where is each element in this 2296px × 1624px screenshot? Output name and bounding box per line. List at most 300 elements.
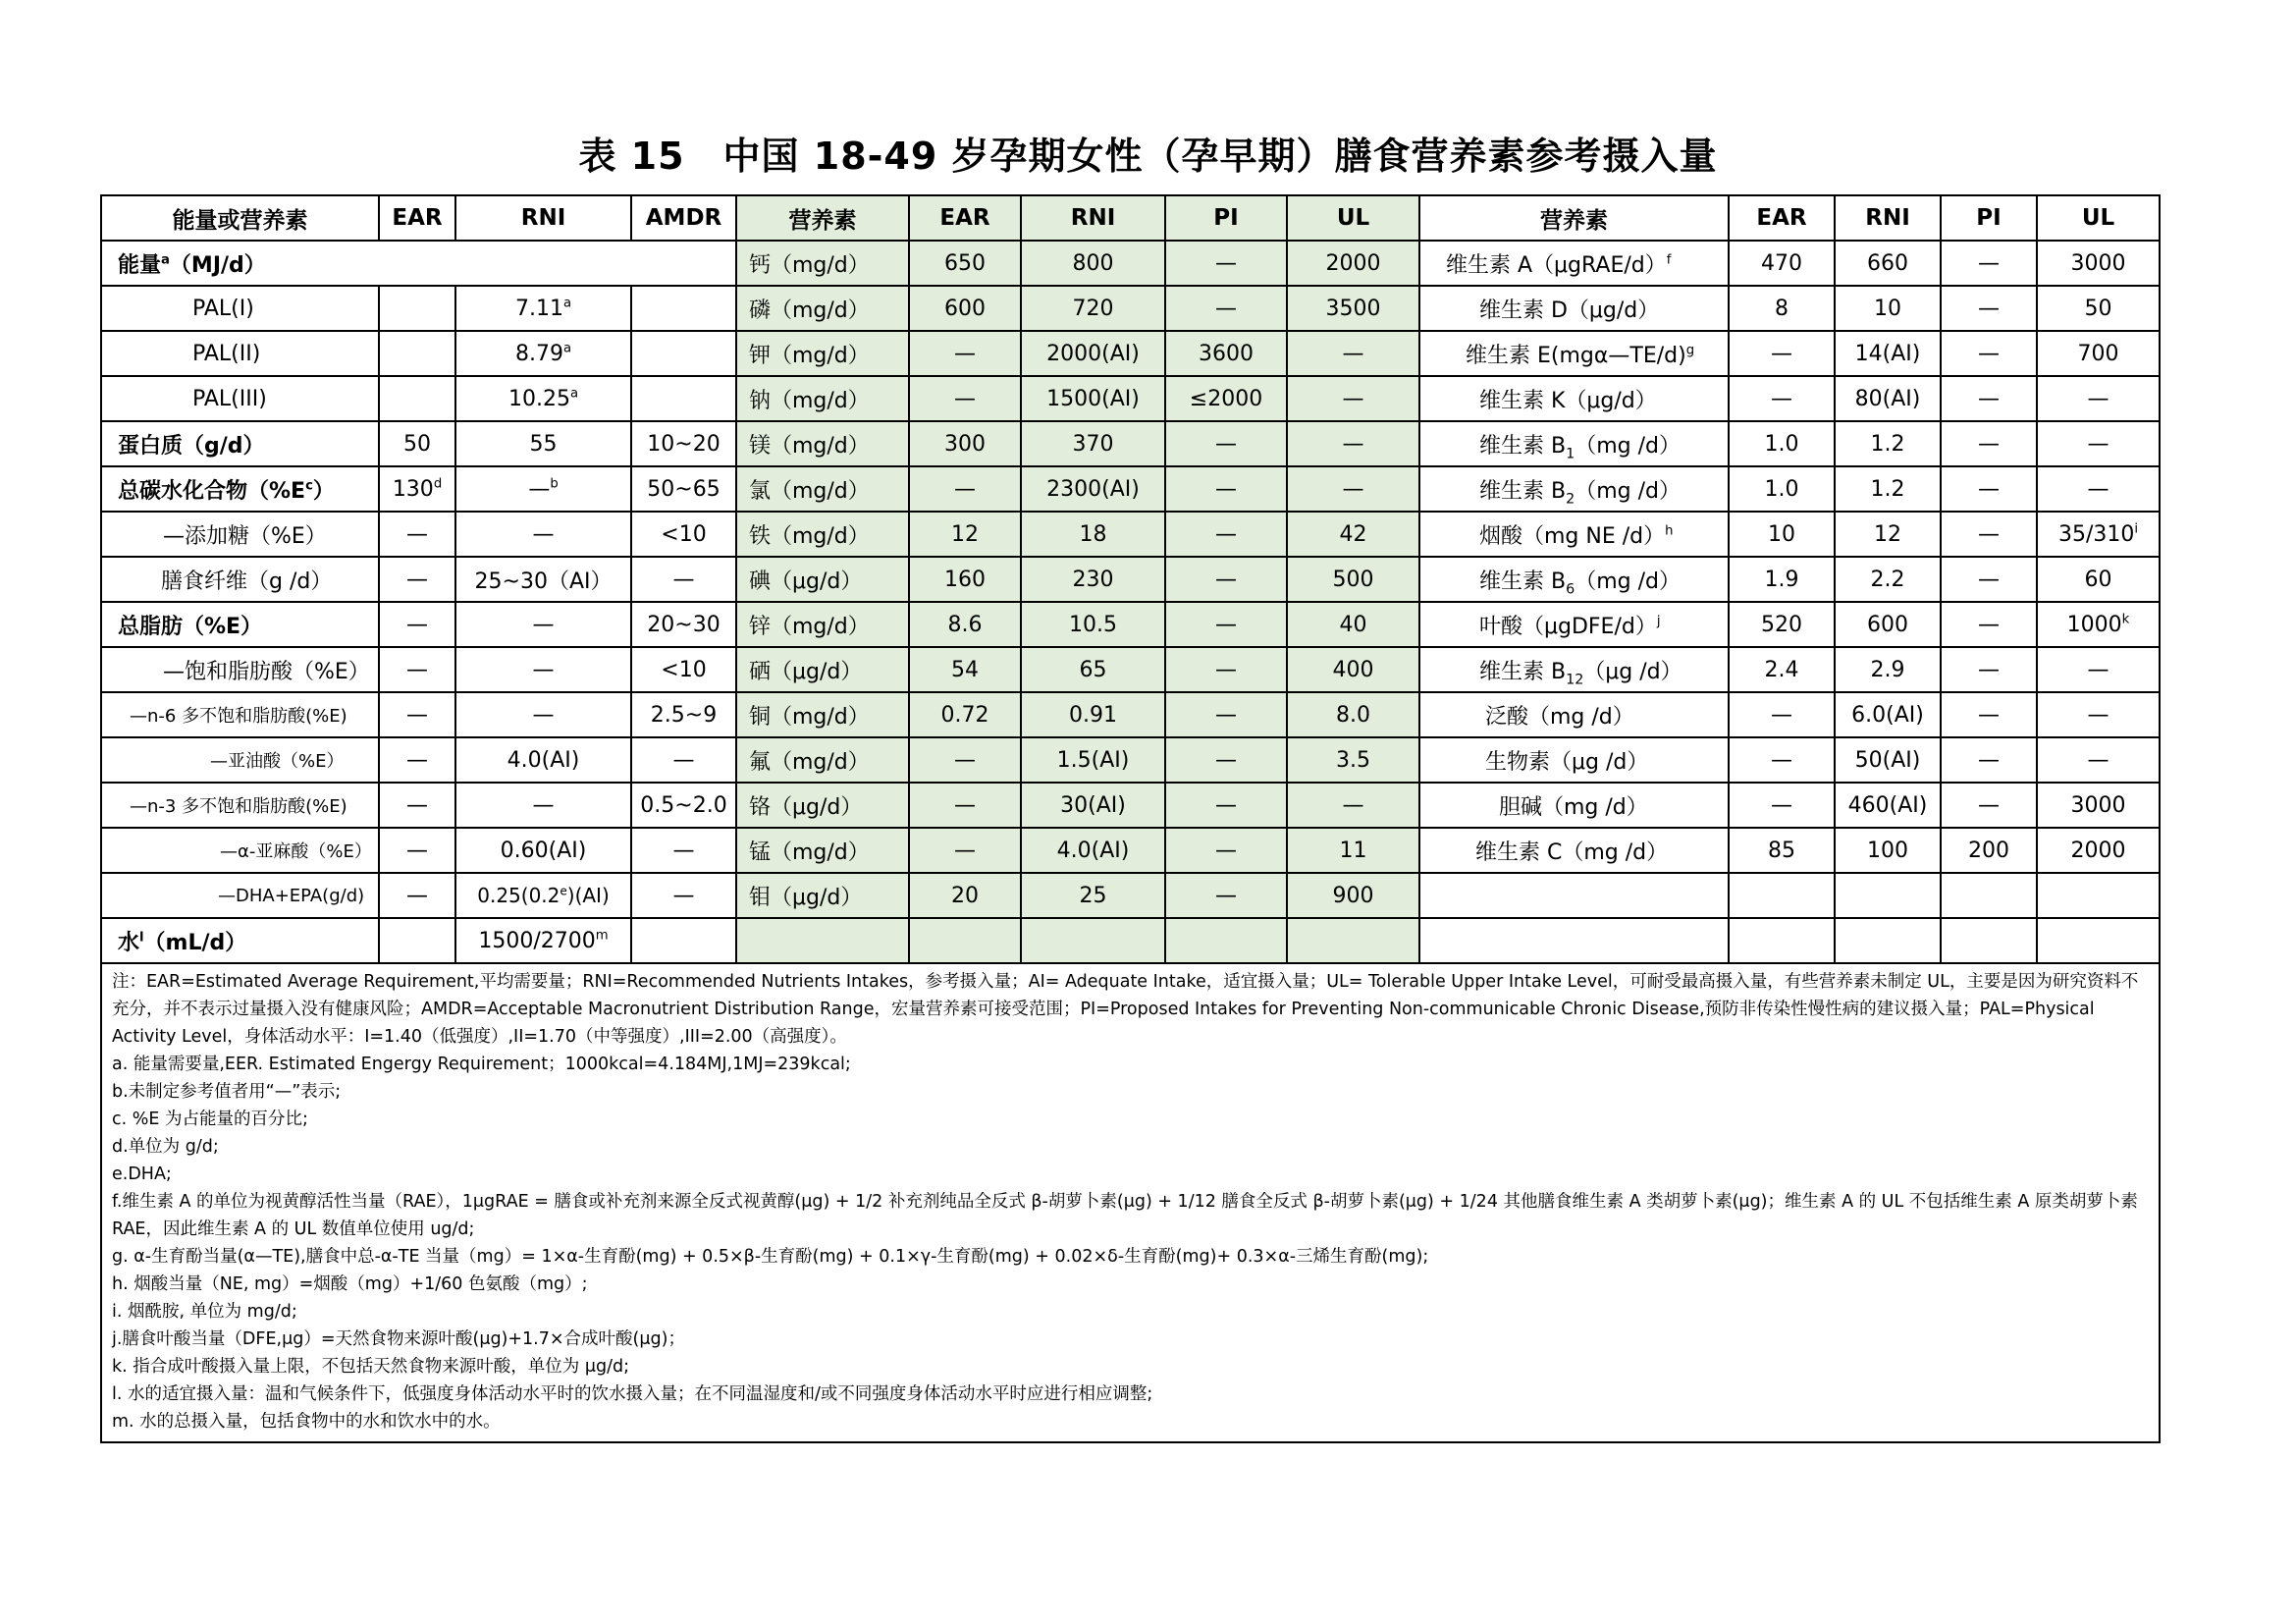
left-ear-cell <box>379 647 455 692</box>
vitamin-rni-cell <box>1835 421 1941 466</box>
value-text: 12 <box>1874 521 1901 547</box>
table-row <box>101 466 2160 512</box>
left-label <box>101 376 379 421</box>
left-label-text: 总碳水化合物（%E <box>118 478 306 504</box>
vitamin-rni-cell <box>1835 918 1941 963</box>
vitamin-rni-cell <box>1835 692 1941 737</box>
value-text: 10.25 <box>507 386 570 411</box>
vitamin-ear-cell <box>1729 692 1835 737</box>
vitamin-pi-cell <box>1941 918 2037 963</box>
mineral-rni-cell <box>1021 286 1165 331</box>
subscript: 6 <box>1566 580 1575 597</box>
mineral-label <box>736 828 909 873</box>
value-text: 2.9 <box>1870 657 1905 682</box>
value-text: — <box>1215 296 1237 321</box>
vitamin-rni-cell <box>1835 828 1941 873</box>
value-text: — <box>1978 386 2000 411</box>
left-label <box>101 602 379 647</box>
value-text: 3500 <box>1325 296 1381 321</box>
vitamin-rni-cell <box>1835 557 1941 602</box>
vitamin-ul-cell <box>2037 647 2160 692</box>
value-text: 1.2 <box>1870 476 1905 502</box>
left-rni-cell <box>455 512 631 557</box>
vitamin-rni-cell <box>1835 241 1941 286</box>
vitamin-label-text: 维生素 B <box>1479 433 1567 459</box>
vitamin-ul-cell <box>2037 331 2160 376</box>
table-row <box>101 241 2160 286</box>
mineral-ul-cell <box>1287 331 1419 376</box>
value-text: — <box>1771 386 1792 411</box>
vitamin-label <box>1419 286 1729 331</box>
mineral-rni-cell <box>1021 737 1165 783</box>
value-text: — <box>672 747 695 773</box>
vitamin-ul-cell <box>2037 241 2160 286</box>
left-ear-cell <box>379 512 455 557</box>
vitamin-pi-cell <box>1941 737 2037 783</box>
footnote-mark: a <box>569 386 579 402</box>
mineral-pi-cell <box>1165 647 1287 692</box>
value-text: 720 <box>1072 296 1114 321</box>
left-rni-cell <box>455 692 631 737</box>
table-row <box>101 376 2160 421</box>
left-amdr-cell <box>631 692 736 737</box>
mineral-label <box>736 873 909 918</box>
left-rni-cell <box>455 918 631 963</box>
header-cell: UL <box>2037 195 2160 241</box>
value-text: 40 <box>1339 612 1367 637</box>
vitamin-ear-cell <box>1729 241 1835 286</box>
mineral-pi-cell <box>1165 331 1287 376</box>
vitamin-label-text: 维生素 C（mg /d） <box>1475 839 1669 865</box>
left-label <box>101 512 379 557</box>
vitamin-ear-cell <box>1729 828 1835 873</box>
page-title: 表 15 中国 18-49 岁孕期女性（孕早期）膳食营养素参考摄入量 <box>578 135 1718 178</box>
left-rni-cell <box>455 466 631 512</box>
vitamin-label-text: 维生素 K（μg/d） <box>1479 388 1657 413</box>
vitamin-label-text: 维生素 B <box>1479 659 1567 684</box>
mineral-label-text: 钠（mg/d） <box>749 388 870 413</box>
value-text: ≤2000 <box>1189 386 1263 411</box>
note-line: b.未制定参考值者用“—”表示; <box>112 1082 342 1102</box>
value-text: — <box>1215 792 1237 818</box>
left-ear-cell <box>379 421 455 466</box>
mineral-label-text: 钼（μg/d） <box>749 885 863 910</box>
header-cell: EAR <box>1729 195 1835 241</box>
vitamin-label-text: 维生素 A（μgRAE/d） <box>1446 252 1667 278</box>
header-cell: PI <box>1941 195 2037 241</box>
value-text: 2.4 <box>1764 657 1799 682</box>
left-label-text: PAL(I) <box>192 296 254 321</box>
mineral-label-text: 磷（mg/d） <box>749 298 870 323</box>
vitamin-label-text: 烟酸（mg NE /d） <box>1479 523 1666 549</box>
header-cell: EAR <box>379 195 455 241</box>
table-row <box>101 421 2160 466</box>
value-text: — <box>1215 521 1237 547</box>
value-text: — <box>1771 341 1792 366</box>
value-text: 2000 <box>2070 838 2126 863</box>
left-label-text: 水 <box>118 930 140 955</box>
vitamin-ul-cell <box>2037 737 2160 783</box>
vitamin-label-unit: （mg /d） <box>1575 478 1681 504</box>
vitamin-ear-cell <box>1729 647 1835 692</box>
vitamin-rni-cell <box>1835 873 1941 918</box>
value-text: — <box>406 521 428 547</box>
vitamin-ul-cell <box>2037 602 2160 647</box>
value-text: 0.25(0.2 <box>477 884 561 907</box>
footnote-mark: g <box>1685 343 1695 358</box>
value-text: 100 <box>1867 838 1908 863</box>
mineral-pi-cell <box>1165 828 1287 873</box>
left-ear-cell <box>379 376 455 421</box>
value-text: 50(AI) <box>1854 747 1921 773</box>
value-text: <10 <box>661 521 707 547</box>
left-label-text: 蛋白质（g/d） <box>118 433 265 459</box>
vitamin-pi-cell <box>1941 241 2037 286</box>
value-text: — <box>406 567 428 592</box>
value-text: 50 <box>403 431 431 457</box>
value-text: 8.0 <box>1336 702 1370 728</box>
mineral-ul-cell <box>1287 692 1419 737</box>
value-text: — <box>1342 341 1364 366</box>
value-text: — <box>954 476 976 502</box>
value-text: — <box>954 386 976 411</box>
mineral-pi-cell <box>1165 466 1287 512</box>
header-cell: RNI <box>455 195 631 241</box>
value-text: 55 <box>529 431 558 457</box>
vitamin-label <box>1419 647 1729 692</box>
left-label-text: —n-6 多不饱和脂肪酸(%E) <box>130 706 347 727</box>
value-text: 3.5 <box>1336 747 1370 773</box>
vitamin-label-unit: （mg /d） <box>1575 433 1681 459</box>
vitamin-ear-cell <box>1729 602 1835 647</box>
vitamin-pi-cell <box>1941 331 2037 376</box>
mineral-ul-cell <box>1287 918 1419 963</box>
vitamin-label <box>1419 918 1729 963</box>
vitamin-ear-cell <box>1729 376 1835 421</box>
footnote-mark: f <box>1666 252 1672 268</box>
left-label-text: —DHA+EPA(g/d) <box>218 885 365 906</box>
value-text: — <box>1215 612 1237 637</box>
vitamin-pi-cell <box>1941 466 2037 512</box>
mineral-pi-cell <box>1165 286 1287 331</box>
mineral-ul-cell <box>1287 466 1419 512</box>
mineral-label-text: 铬（μg/d） <box>749 794 863 820</box>
mineral-ul-cell <box>1287 873 1419 918</box>
left-label <box>101 466 379 512</box>
mineral-label-text: 铜（mg/d） <box>749 704 870 730</box>
value-text: — <box>1978 747 2000 773</box>
vitamin-rni-cell <box>1835 783 1941 828</box>
left-ear-cell <box>379 737 455 783</box>
table-body <box>101 195 2160 1442</box>
footnote-mark: a <box>562 341 572 356</box>
vitamin-ul-cell <box>2037 512 2160 557</box>
vitamin-label <box>1419 873 1729 918</box>
vitamin-ul-cell <box>2037 376 2160 421</box>
mineral-rni-cell <box>1021 512 1165 557</box>
left-rni-cell <box>455 873 631 918</box>
note-line: h. 烟酸当量（NE, mg）=烟酸（mg）+1/60 色氨酸（mg）; <box>112 1274 588 1294</box>
left-label-text: —α-亚麻酸（%E） <box>220 841 372 862</box>
mineral-label <box>736 557 909 602</box>
value-text: 20~30 <box>647 612 721 637</box>
vitamin-rni-cell <box>1835 737 1941 783</box>
note-line: j.膳食叶酸当量（DFE,μg）=天然食物来源叶酸(μg)+1.7×合成叶酸(μg)； <box>112 1329 685 1349</box>
value-text: — <box>672 883 695 908</box>
left-amdr-cell <box>631 873 736 918</box>
mineral-label <box>736 602 909 647</box>
value-text: 60 <box>2084 567 2112 592</box>
value-text: 0.60(AI) <box>500 838 587 863</box>
left-label-text: —饱和脂肪酸（%E） <box>163 659 370 684</box>
value-text: — <box>406 702 428 728</box>
mineral-rni-cell <box>1021 602 1165 647</box>
value-text: 130 <box>392 476 434 502</box>
value-text: — <box>1215 476 1237 502</box>
vitamin-label <box>1419 602 1729 647</box>
value-text: — <box>2087 702 2109 728</box>
vitamin-ul-cell <box>2037 873 2160 918</box>
mineral-pi-cell <box>1165 737 1287 783</box>
vitamin-ul-cell <box>2037 828 2160 873</box>
mineral-ear-cell <box>909 331 1021 376</box>
value-text: 4.0(AI) <box>1056 838 1130 863</box>
value-text: 1.2 <box>1870 431 1905 457</box>
vitamin-label-unit: （mg /d） <box>1575 568 1681 594</box>
value-text: 460(AI) <box>1847 792 1928 818</box>
value-text: — <box>1978 341 2000 366</box>
vitamin-label <box>1419 557 1729 602</box>
value-text: 7.11 <box>514 296 563 321</box>
value-text: — <box>1215 838 1237 863</box>
value-text: — <box>528 476 551 502</box>
header-cell: AMDR <box>631 195 736 241</box>
footnote-mark: b <box>550 476 559 492</box>
value-text: — <box>672 838 695 863</box>
value-text: 500 <box>1332 567 1374 592</box>
left-label-unit: （MJ/d） <box>169 252 266 278</box>
vitamin-ear-cell <box>1729 421 1835 466</box>
mineral-ear-cell <box>909 421 1021 466</box>
value-text: 11 <box>1339 838 1367 863</box>
value-text: 2000 <box>1325 250 1381 276</box>
vitamin-pi-cell <box>1941 602 2037 647</box>
mineral-ul-cell <box>1287 647 1419 692</box>
left-rni-cell <box>455 602 631 647</box>
mineral-label-text: 铁（mg/d） <box>749 523 870 549</box>
left-label-text: —亚油酸（%E） <box>210 751 345 772</box>
note-line: l. 水的适宜摄入量：温和气候条件下，低强度身体活动水平时的饮水摄入量；在不同温湿度和/或不同强度身体活动水平时应进行相应调整; <box>112 1384 1153 1404</box>
vitamin-ul-cell <box>2037 783 2160 828</box>
left-amdr-cell <box>631 512 736 557</box>
vitamin-ul-cell <box>2037 918 2160 963</box>
value-text: — <box>954 838 976 863</box>
left-ear-cell <box>379 466 455 512</box>
vitamin-rni-cell <box>1835 602 1941 647</box>
vitamin-ul-cell <box>2037 557 2160 602</box>
table-row <box>101 512 2160 557</box>
value-text: — <box>1342 386 1364 411</box>
value-text: 2.5~9 <box>650 702 718 728</box>
mineral-ear-cell <box>909 828 1021 873</box>
value-text: — <box>1215 250 1237 276</box>
value-text: <10 <box>661 657 707 682</box>
value-text: 3600 <box>1199 341 1254 366</box>
mineral-label <box>736 286 909 331</box>
note-line: m. 水的总摄入量，包括食物中的水和饮水中的水。 <box>112 1412 501 1432</box>
value-text: 4.0(AI) <box>507 747 580 773</box>
vitamin-label <box>1419 512 1729 557</box>
value-text: 1000 <box>2066 612 2122 637</box>
vitamin-label-text: 维生素 B <box>1479 568 1567 594</box>
value-text: 1.9 <box>1764 567 1799 592</box>
vitamin-pi-cell <box>1941 783 2037 828</box>
left-label <box>101 918 379 963</box>
left-amdr-cell <box>631 737 736 783</box>
mineral-label <box>736 466 909 512</box>
value-text: — <box>1978 792 2000 818</box>
vitamin-ul-cell <box>2037 421 2160 466</box>
left-amdr-cell <box>631 602 736 647</box>
mineral-label-text: 硒（μg/d） <box>749 659 863 684</box>
value-text: 400 <box>1332 657 1374 682</box>
left-rni-cell <box>455 376 631 421</box>
vitamin-pi-cell <box>1941 647 2037 692</box>
footnote-mark: j <box>1656 614 1661 629</box>
vitamin-ear-cell <box>1729 466 1835 512</box>
value-text: — <box>532 657 555 682</box>
left-label <box>101 783 379 828</box>
left-amdr-cell <box>631 376 736 421</box>
vitamin-rni-cell <box>1835 286 1941 331</box>
left-label <box>101 286 379 331</box>
value-text: — <box>2087 386 2109 411</box>
header-row <box>101 195 2160 241</box>
left-label-text: —n-3 多不饱和脂肪酸(%E) <box>130 796 347 817</box>
table-row <box>101 783 2160 828</box>
header-cell: RNI <box>1835 195 1941 241</box>
left-label <box>101 421 379 466</box>
vitamin-pi-cell <box>1941 873 2037 918</box>
value-text: 230 <box>1072 567 1114 592</box>
left-label <box>101 828 379 873</box>
value-text: 35/310 <box>2057 521 2135 547</box>
value-text: 700 <box>2077 341 2119 366</box>
left-label-unit: （mL/d） <box>143 930 247 955</box>
mineral-rni-cell <box>1021 466 1165 512</box>
note-line: k. 指合成叶酸摄入量上限，不包括天然食物来源叶酸，单位为 μg/d; <box>112 1357 629 1377</box>
note-line: e.DHA; <box>112 1164 172 1184</box>
vitamin-ear-cell <box>1729 512 1835 557</box>
mineral-label <box>736 692 909 737</box>
value-text: — <box>532 521 555 547</box>
left-label <box>101 331 379 376</box>
mineral-pi-cell <box>1165 602 1287 647</box>
mineral-pi-cell <box>1165 873 1287 918</box>
value-text: 10 <box>1874 296 1901 321</box>
value-text: 600 <box>1867 612 1908 637</box>
notes-row <box>101 963 2160 1442</box>
mineral-label-text: 碘（μg/d） <box>749 568 863 594</box>
value-text: — <box>1342 792 1364 818</box>
value-text: — <box>1342 476 1364 502</box>
mineral-ear-cell <box>909 286 1021 331</box>
note-line: g. α-生育酚当量(α—TE),膳食中总-α-TE 当量（mg）= 1×α-生育酚(mg) + 0.5×β-生育酚(mg) + 0.1×γ-生育酚(mg) + 0.02×δ-生育酚(mg)+ 0.3×α-三烯生育酚(mg); <box>112 1247 1429 1267</box>
note-line: f.维生素 A 的单位为视黄醇活性当量（RAE），1μgRAE = 膳食或补充剂来源全反式视黄醇(μg) + 1/2 补充剂纯品全反式 β-胡萝卜素(μg) + 1/12 膳食全反式 β-胡萝卜素(μg) + 1/24 其他膳食维生素 A 类胡萝卜素(μg)；维生素 A 的 UL 不包括维生素 A 原类胡萝卜素 RAE，因此维生素 A 的 UL 数值单位使用 ug/d; <box>112 1192 2138 1239</box>
left-amdr-cell <box>631 828 736 873</box>
value-text: — <box>954 792 976 818</box>
mineral-ear-cell <box>909 783 1021 828</box>
left-amdr-cell <box>631 557 736 602</box>
left-label <box>101 692 379 737</box>
left-rni-cell <box>455 286 631 331</box>
vitamin-ear-cell <box>1729 873 1835 918</box>
left-ear-cell <box>379 918 455 963</box>
value-text: — <box>1978 431 2000 457</box>
vitamin-label-text: 胆碱（mg /d） <box>1499 794 1648 820</box>
mineral-ear-cell <box>909 602 1021 647</box>
left-ear-cell <box>379 783 455 828</box>
nutrient-reference-table <box>100 194 2161 1443</box>
value-text: 14(AI) <box>1854 341 1921 366</box>
value-text: 1.0 <box>1764 476 1799 502</box>
left-amdr-cell <box>631 647 736 692</box>
mineral-label <box>736 241 909 286</box>
mineral-ear-cell <box>909 737 1021 783</box>
value-text: 50~65 <box>647 476 721 502</box>
mineral-ul-cell <box>1287 557 1419 602</box>
value-text: 200 <box>1968 838 2009 863</box>
vitamin-label-text: 维生素 B <box>1479 478 1567 504</box>
vitamin-label <box>1419 737 1729 783</box>
vitamin-ul-cell <box>2037 466 2160 512</box>
left-rni-cell <box>455 557 631 602</box>
value-text: 2.2 <box>1870 567 1905 592</box>
vitamin-label <box>1419 376 1729 421</box>
value-text: 300 <box>944 431 986 457</box>
value-text: — <box>2087 747 2109 773</box>
left-ear-cell <box>379 602 455 647</box>
value-text: — <box>1215 657 1237 682</box>
mineral-label <box>736 647 909 692</box>
table-row <box>101 602 2160 647</box>
vitamin-pi-cell <box>1941 376 2037 421</box>
note-line: a. 能量需要量,EER. Estimated Engergy Requirement；1000kcal=4.184MJ,1MJ=239kcal; <box>112 1055 851 1074</box>
value-text: — <box>406 612 428 637</box>
mineral-rni-cell <box>1021 376 1165 421</box>
vitamin-ul-cell <box>2037 286 2160 331</box>
header-cell: 营养素 <box>1419 195 1729 241</box>
value-text: — <box>954 341 976 366</box>
value-text: — <box>1215 883 1237 908</box>
header-cell: RNI <box>1021 195 1165 241</box>
mineral-ul-cell <box>1287 737 1419 783</box>
mineral-rni-cell <box>1021 331 1165 376</box>
mineral-label-text: 氯（mg/d） <box>749 478 870 504</box>
vitamin-label <box>1419 241 1729 286</box>
value-text: — <box>1215 431 1237 457</box>
value-text: 42 <box>1339 521 1367 547</box>
vitamin-rni-cell <box>1835 466 1941 512</box>
value-text: 900 <box>1332 883 1374 908</box>
value-text: — <box>2087 476 2109 502</box>
footnote-mark: h <box>1665 523 1674 539</box>
footnote-mark: k <box>2121 612 2130 627</box>
value-text: 18 <box>1079 521 1107 547</box>
value-text: 20 <box>951 883 979 908</box>
mineral-label <box>736 421 909 466</box>
left-rni-cell <box>455 647 631 692</box>
